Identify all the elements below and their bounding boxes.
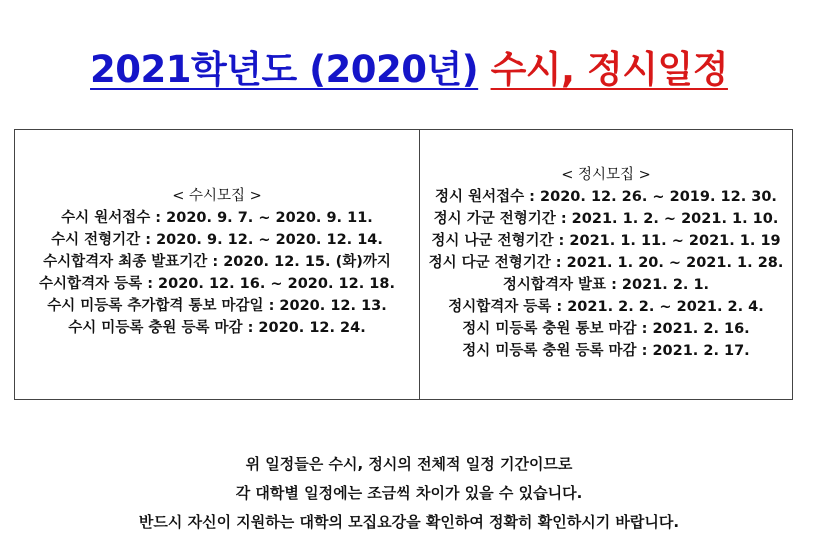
jeongsi-line: 정시 원서접수 : 2020. 12. 26. ~ 2019. 12. 30. xyxy=(435,189,777,205)
notice-line: 반드시 자신이 지원하는 대학의 모집요강을 확인하여 정확히 확인하시기 바랍니다. xyxy=(138,513,680,531)
susi-line: 수시 미등록 추가합격 통보 마감일 : 2020. 12. 13. xyxy=(47,298,387,314)
susi-line: 수시합격자 등록 : 2020. 12. 16. ~ 2020. 12. 18. xyxy=(39,276,395,292)
jeongsi-line: 정시 다군 전형기간 : 2021. 1. 20. ~ 2021. 1. 28. xyxy=(428,255,784,271)
jeongsi-line: 정시합격자 등록 : 2021. 2. 2. ~ 2021. 2. 4. xyxy=(448,299,764,315)
susi-line: 수시 미등록 충원 등록 마감 : 2020. 12. 24. xyxy=(68,320,366,336)
jeongsi-heading: < 정시모집 > xyxy=(561,167,651,183)
susi-line: 수시 전형기간 : 2020. 9. 12. ~ 2020. 12. 14. xyxy=(51,232,383,248)
jeongsi-line: 정시 가군 전형기간 : 2021. 1. 2. ~ 2021. 1. 10. xyxy=(433,211,779,227)
susi-heading: < 수시모집 > xyxy=(172,188,262,204)
susi-line: 수시 원서접수 : 2020. 9. 7. ~ 2020. 9. 11. xyxy=(61,210,373,226)
notice-line: 위 일정들은 수시, 정시의 전체적 일정 기간이므로 xyxy=(245,455,573,473)
title-year: 2021학년도 (2020년) xyxy=(90,48,479,91)
susi-schedule-box xyxy=(14,129,420,400)
susi-line: 수시합격자 최종 발표기간 : 2020. 12. 15. (화)까지 xyxy=(43,254,391,270)
jeongsi-line: 정시합격자 발표 : 2021. 2. 1. xyxy=(502,277,710,293)
jeongsi-line: 정시 미등록 충원 등록 마감 : 2021. 2. 17. xyxy=(462,343,750,359)
jeongsi-schedule-box xyxy=(419,129,793,400)
page-title xyxy=(0,46,818,94)
jeongsi-line: 정시 미등록 충원 통보 마감 : 2021. 2. 16. xyxy=(462,321,750,337)
jeongsi-line: 정시 나군 전형기간 : 2021. 1. 11. ~ 2021. 1. 19 xyxy=(431,233,781,249)
title-schedule: 수시, 정시일정 xyxy=(490,48,728,91)
notice-line: 각 대학별 일정에는 조금씩 차이가 있을 수 있습니다. xyxy=(235,484,583,502)
notice-text xyxy=(0,450,818,537)
